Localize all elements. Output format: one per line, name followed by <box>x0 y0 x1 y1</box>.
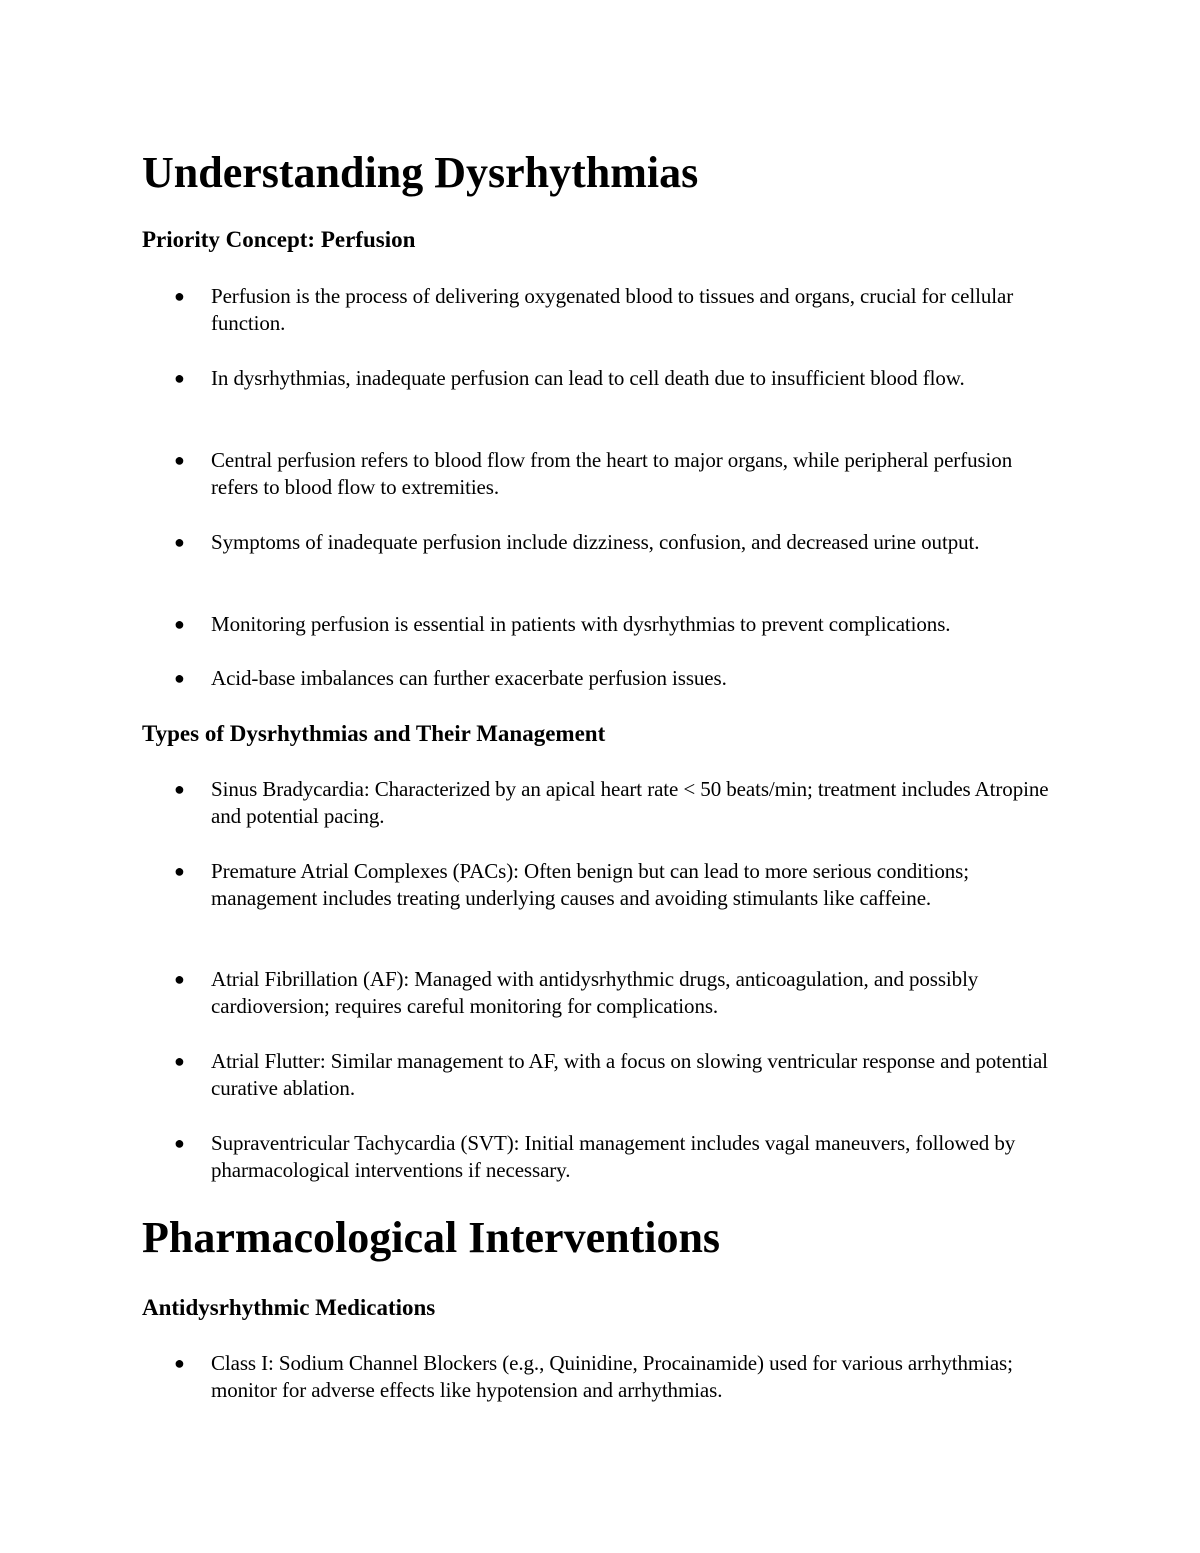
list-item-text: Symptoms of inadequate perfusion include dizziness, confusion, and decreased urine output. <box>211 530 980 554</box>
list-item-text: Atrial Fibrillation (AF): Managed with antidysrhythmic drugs, anticoagulation, and possibly cardioversion; requires careful monitoring for complications. <box>211 967 979 1018</box>
bullet-icon: ● <box>174 1051 185 1071</box>
list-item-text: In dysrhythmias, inadequate perfusion can lead to cell death due to insufficient blood flow. <box>211 366 965 390</box>
bullet-icon: ● <box>174 532 185 552</box>
list-item-text: Class I: Sodium Channel Blockers (e.g., Quinidine, Procainamide) used for various arrhythmias; monitor for adverse effects like hypotension and arrhythmias. <box>211 1351 1013 1402</box>
subheading-types-of-dysrhythmias: Types of Dysrhythmias and Their Management <box>142 721 606 746</box>
bullet-icon: ● <box>174 969 185 989</box>
bullet-icon: ● <box>174 614 185 634</box>
section-title-pharmacological: Pharmacological Interventions <box>142 1213 721 1262</box>
list-item-text: Central perfusion refers to blood flow from the heart to major organs, while peripheral perfusion refers to blood flow to extremities. <box>211 448 1013 499</box>
list-item-text: Monitoring perfusion is essential in patients with dysrhythmias to prevent complications. <box>211 612 951 636</box>
bullet-icon: ● <box>174 861 185 881</box>
list-item-text: Atrial Flutter: Similar management to AF, with a focus on slowing ventricular response and potential curative ablation. <box>211 1049 1048 1100</box>
section-title-understanding: Understanding Dysrhythmias <box>142 148 699 197</box>
subheading-priority-concept: Priority Concept: Perfusion <box>142 227 416 252</box>
bullet-icon: ● <box>174 668 185 688</box>
list-item-text: Premature Atrial Complexes (PACs): Often benign but can lead to more serious conditions; management includes treating underlying causes and avoiding stimulants like caffeine. <box>211 859 969 910</box>
bullet-icon: ● <box>174 286 185 306</box>
bullet-icon: ● <box>174 779 185 799</box>
list-item-text: Acid-base imbalances can further exacerbate perfusion issues. <box>211 666 727 690</box>
subheading-antidysrhythmic-medications: Antidysrhythmic Medications <box>142 1295 436 1320</box>
bullet-icon: ● <box>174 450 185 470</box>
bullet-icon: ● <box>174 368 185 388</box>
list-item-text: Sinus Bradycardia: Characterized by an apical heart rate < 50 beats/min; treatment includes Atropine and potential pacing. <box>211 777 1049 828</box>
bullet-icon: ● <box>174 1133 185 1153</box>
bullet-icon: ● <box>174 1353 185 1373</box>
list-item-text: Supraventricular Tachycardia (SVT): Initial management includes vagal maneuvers, followed by pharmacological interventions if necessary. <box>211 1131 1016 1182</box>
list-item-text: Perfusion is the process of delivering oxygenated blood to tissues and organs, crucial for cellular function. <box>211 284 1014 335</box>
